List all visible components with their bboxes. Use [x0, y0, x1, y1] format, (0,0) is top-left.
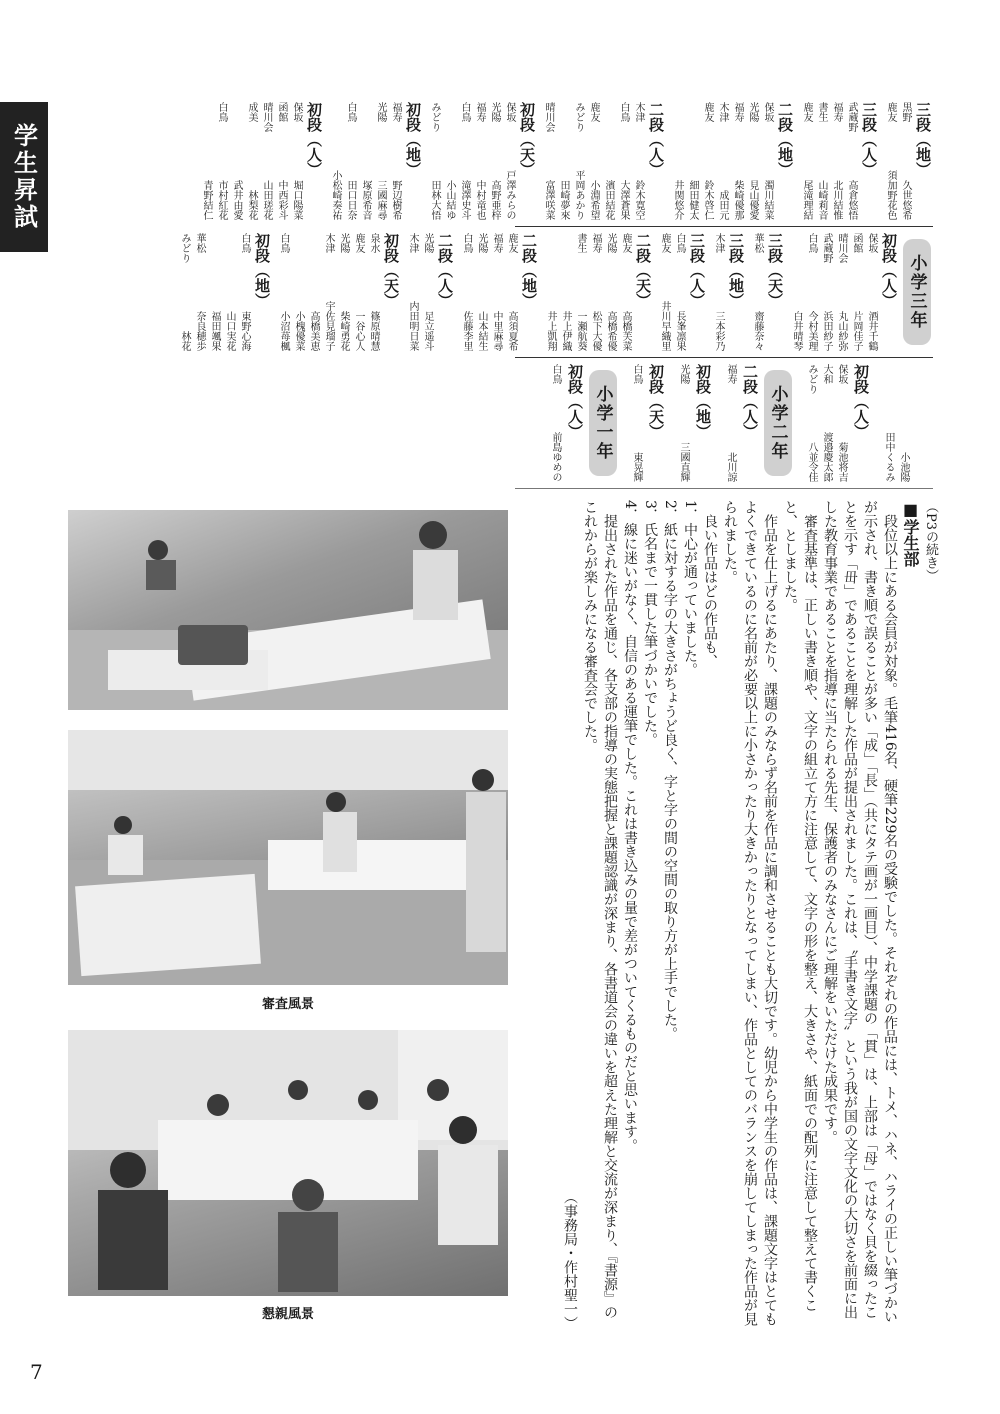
student-name: 小槐優菜 [293, 311, 304, 351]
rank-label: 三段（地） [727, 233, 745, 308]
branch-name: 福寿 [491, 233, 502, 253]
student-name: 奈良穂歩 [194, 311, 205, 351]
branch-name: 鹿友 [353, 233, 364, 253]
result-entry [676, 364, 689, 482]
result-entry [829, 102, 842, 220]
branch-name: 福寿 [732, 102, 743, 122]
student-name: 林花 [179, 331, 190, 351]
branch-name: 成美 [246, 102, 257, 122]
paragraph-3: 作品を仕上げるにあたり、課題のみならず名前を作品に調和させることも大切です。幼児から中学生の作品は、課題文字はとてもよくできているのに名前が必要以上に小さかったり大きかったりとなってしまい、作品としてのバランスを崩してしまった作品が見られました。 [722, 500, 778, 1326]
branch-name: 華松 [194, 233, 205, 253]
branch-name: 函館 [851, 233, 862, 253]
student-name: 濱田結花 [603, 180, 614, 220]
grade-label: 小学二年 [764, 370, 792, 476]
column-gap [621, 364, 627, 482]
column-gap [715, 364, 721, 482]
branch-name: 福寿 [590, 233, 601, 253]
result-entry [336, 233, 349, 351]
column-gap [540, 364, 546, 482]
branch-name: 書生 [575, 233, 586, 253]
result-entry [405, 233, 418, 351]
result-entry [834, 364, 847, 482]
rank-label: 初段（地） [253, 233, 271, 308]
result-entry [571, 102, 584, 220]
student-name: 長峯凛果 [674, 311, 685, 351]
result-entry [586, 102, 599, 220]
results-table [179, 96, 933, 489]
student-name: 松下大優 [590, 311, 601, 351]
result-entry [276, 233, 289, 351]
branch-name: 泉水 [368, 233, 379, 253]
result-entry [588, 233, 601, 351]
photo-judging-1 [68, 510, 508, 710]
branch-name: 晴川会 [543, 102, 554, 132]
student-name: 一谷心人 [353, 311, 364, 351]
rank-label [911, 364, 933, 482]
rank-label: 初段（天） [382, 233, 400, 308]
student-name: 今村美理 [806, 311, 817, 351]
result-entry [459, 233, 472, 351]
student-name: 井上伊織 [560, 311, 571, 351]
student-name: 宇佐見瑠子 [323, 301, 334, 351]
student-name: 渡邉慶太郎 [821, 432, 832, 482]
result-entry [502, 102, 515, 220]
student-name: 小松崎奏祐 [330, 170, 341, 220]
branch-name: 白鳥 [550, 364, 561, 384]
student-name: 中里麻尋 [491, 311, 502, 351]
branch-name: 光陽 [747, 102, 758, 122]
student-name: 野辺樹希 [390, 180, 401, 220]
branch-name: 保坂 [866, 233, 877, 253]
result-entry [711, 233, 724, 351]
result-entry [672, 233, 685, 351]
rank-label: 二段（地） [520, 233, 538, 308]
result-entry [343, 102, 356, 220]
result-entry [222, 233, 235, 351]
student-name: 八並令佳 [806, 442, 817, 482]
branch-name: 福寿 [390, 102, 401, 122]
rank-label: 初段（天） [647, 364, 665, 439]
result-entry [618, 233, 631, 351]
student-name: 三本彩乃 [713, 311, 724, 351]
result-entry [864, 233, 877, 351]
branch-name: みどり [806, 364, 817, 394]
list-item: 3．氏名まで一貫した筆づかいでした。 [642, 500, 658, 747]
rank-label: 初段（地） [404, 102, 422, 177]
result-entry [814, 102, 827, 220]
results-row-3 [515, 358, 933, 489]
student-name: 堀口陽菜 [291, 180, 302, 220]
student-name: 高倉悠悟 [846, 180, 857, 220]
branch-name: 鹿友 [620, 233, 631, 253]
student-name: 田口日奈 [345, 180, 356, 220]
branch-name: 白鳥 [278, 233, 289, 253]
result-entry [558, 233, 571, 351]
rank-label: 初段（人） [880, 233, 898, 308]
result-entry [799, 102, 812, 220]
student-name: 山崎莉音 [816, 180, 827, 220]
branch-name: 保坂 [836, 364, 847, 384]
rank-label: 三段（天） [766, 233, 784, 308]
student-name: 齋藤奈々 [752, 311, 763, 351]
student-name: 浜田紗子 [821, 311, 832, 351]
result-entry [207, 233, 220, 351]
student-name: 一瀬航葵 [575, 311, 586, 351]
result-entry [804, 233, 817, 351]
student-name: 三國麻尋 [375, 180, 386, 220]
result-entry [351, 233, 364, 351]
rank-label: 二段（人） [647, 102, 665, 177]
paragraph-4: 良い作品はどの作品も、 [702, 514, 718, 668]
results-row-2 [179, 227, 933, 358]
branch-name: 書生 [816, 102, 827, 122]
student-name: 東野心海 [239, 311, 250, 351]
branch-name: 福寿 [725, 364, 736, 384]
student-name: 高野亜梓 [489, 180, 500, 220]
branch-name: 大和 [821, 364, 832, 384]
branch-name: みどり [573, 102, 584, 132]
result-entry [750, 233, 763, 351]
result-entry [244, 102, 257, 220]
page-number: 7 [30, 1360, 43, 1384]
list-item: 4．線に迷いがなく、自信のある運筆でした。これは書き込みの量で差がついてくるものだと思います。 [622, 500, 638, 1153]
branch-name: 光陽 [422, 233, 433, 253]
result-entry [556, 102, 569, 220]
student-name: 山口実花 [224, 311, 235, 351]
student-name: 篠原晴慧 [368, 311, 379, 351]
branch-name: 武蔵野 [846, 102, 857, 132]
student-name: 足立遥斗 [422, 311, 433, 351]
column-gap [796, 364, 802, 482]
result-entry [474, 233, 487, 351]
rank-label: 初段（人） [305, 102, 323, 177]
photo-judging-2-image [68, 730, 508, 985]
branch-name: 白鳥 [345, 102, 356, 122]
branch-name: 保坂 [504, 102, 515, 122]
article-heading: ■学生部 [901, 500, 920, 567]
student-name: 小山結ゆ [444, 180, 455, 220]
branch-name: 光陽 [678, 364, 689, 384]
student-name: 酒井千鶴 [866, 311, 877, 351]
branch-name: 白鳥 [459, 102, 470, 122]
result-entry [629, 364, 642, 482]
student-name: 北川諒 [725, 452, 736, 482]
result-entry [420, 233, 433, 351]
student-name: 小沼苺楓 [278, 311, 289, 351]
branch-name: 光陽 [605, 233, 616, 253]
student-name: 成田元 [717, 190, 728, 220]
result-entry [760, 102, 773, 220]
student-name: 田崎夢來 [558, 180, 569, 220]
result-entry [819, 364, 832, 482]
result-entry [548, 364, 561, 482]
rank-label: 初段（人） [852, 364, 870, 439]
student-name: 鈴木寛空 [633, 180, 644, 220]
photo-judging-2 [68, 730, 508, 985]
list-item: 1．中心が通っていました。 [682, 500, 698, 677]
branch-name: 福寿 [474, 102, 485, 122]
rank-label: 三段（地） [914, 102, 932, 177]
result-entry [457, 102, 470, 220]
branch-name: 白鳥 [461, 233, 472, 253]
branch-name: 福寿 [831, 102, 842, 122]
student-name: 東晃輝 [631, 452, 642, 482]
rank-label: 初段（人） [566, 364, 584, 439]
branch-name: 鹿友 [588, 102, 599, 122]
student-name: 見山優愛 [747, 180, 758, 220]
student-name: 白井晴琴 [791, 311, 802, 351]
student-name: 小池陽 [898, 452, 909, 482]
result-entry [274, 102, 287, 220]
student-name: 細田健太 [687, 180, 698, 220]
result-entry [700, 102, 713, 220]
result-entry [229, 102, 242, 220]
branch-name: 木津 [633, 102, 644, 122]
result-entry [321, 233, 334, 351]
student-name: 片岡佳子 [851, 311, 862, 351]
branch-name: みどり [179, 233, 190, 263]
result-entry [289, 102, 302, 220]
student-name: 尾滝理結 [801, 180, 812, 220]
result-entry [177, 233, 190, 351]
results-row-1 [201, 96, 933, 227]
branch-name: 鹿友 [801, 102, 812, 122]
branch-name: 木津 [407, 233, 418, 253]
rank-label: 二段（人） [741, 364, 759, 439]
student-name: 滝澤史斗 [459, 180, 470, 220]
student-name: 小淵希望 [588, 180, 599, 220]
student-name: 高橋希優 [605, 311, 616, 351]
result-entry [898, 102, 911, 220]
student-name: 富澤咲菜 [543, 180, 554, 220]
rank-label: 三段（人） [688, 233, 706, 308]
branch-name: 光陽 [338, 233, 349, 253]
branch-name: 光陽 [489, 102, 500, 122]
branch-name: 鹿友 [702, 102, 713, 122]
student-name: 三國直輝 [678, 442, 689, 482]
student-name: 中西彩斗 [276, 180, 287, 220]
signature: （事務局・作村聖一） [562, 1190, 578, 1330]
student-name: 平岡あかり [573, 170, 584, 220]
branch-name: 白鳥 [806, 233, 817, 253]
student-name: 井川早織里 [659, 301, 670, 351]
branch-name: 武蔵野 [821, 233, 832, 263]
result-entry [504, 233, 517, 351]
student-name: 柴崎優那 [732, 180, 743, 220]
result-entry [616, 102, 629, 220]
branch-name: 鹿友 [885, 102, 896, 122]
result-entry [849, 233, 862, 351]
result-entry [291, 233, 304, 351]
branch-name: みどり [429, 102, 440, 132]
result-entry [543, 233, 556, 351]
student-name: 山田瑳花 [261, 180, 272, 220]
result-entry [472, 102, 485, 220]
student-name: 菊池将吉 [836, 442, 847, 482]
paragraph-1: 段位以上にある会員が対象。毛筆416名、硬筆229名の受験でした。それぞれの作品には、トメ、ハネ、ハライの正しい筆づかいが示され、書き順で誤ることが多い「成」「長」（共にタテ画が一画目）、中学課題の「貫」は、上部は「母」ではなく貝を綴ったことを示す「毌」であることを理解した作品が提出されました。これは、〝手書き文字〟という我が国の文字文化の大切さを前面に出した教育事業であることを指導に当たられる先生、保護者のみなさんにご理解をいただけた成果です。 [822, 500, 898, 1324]
column-gap [668, 364, 674, 482]
branch-name: 黒野 [900, 102, 911, 122]
branch-name: 函館 [276, 102, 287, 122]
result-entry [657, 233, 670, 351]
result-entry [745, 102, 758, 220]
result-entry [388, 102, 401, 220]
result-entry [789, 233, 802, 351]
student-name: 柴崎勇花 [338, 311, 349, 351]
result-entry [358, 102, 371, 220]
result-entry [883, 102, 896, 220]
result-entry [896, 364, 909, 482]
result-entry [366, 233, 379, 351]
branch-name: 晴川会 [836, 233, 847, 263]
student-name: 鈴木啓仁 [702, 180, 713, 220]
rank-label: 初段（地） [694, 364, 712, 439]
result-entry [328, 102, 341, 220]
result-entry [603, 233, 616, 351]
student-name: 田林大悟 [429, 180, 440, 220]
result-entry [259, 102, 272, 220]
student-name: 丸山紗弥 [836, 311, 847, 351]
article [500, 500, 940, 1330]
result-entry [214, 102, 227, 220]
photo-caption-judging: 審査風景 [261, 997, 314, 1012]
result-entry [844, 102, 857, 220]
student-name: 久世悠希 [900, 180, 911, 220]
result-entry [804, 364, 817, 482]
branch-name: 白鳥 [239, 233, 250, 253]
branch-name: 白鳥 [631, 364, 642, 384]
grade-label: 小学一年 [589, 370, 617, 476]
student-name: 井関悠介 [672, 180, 683, 220]
student-name: 濁川結菜 [762, 180, 773, 220]
result-entry [541, 102, 554, 220]
photo-caption-gathering: 懇親風景 [261, 1307, 314, 1322]
column-gap [873, 364, 879, 482]
branch-name: 保坂 [291, 102, 302, 122]
student-name: 佐藤李里 [461, 311, 472, 351]
rank-label: 二段（地） [776, 102, 794, 177]
result-entry [631, 102, 644, 220]
result-entry [489, 233, 502, 351]
branch-name: 晴川会 [261, 102, 272, 132]
result-entry [881, 364, 894, 482]
result-entry [442, 102, 455, 220]
student-name: 井上凱翔 [545, 311, 556, 351]
branch-name: 白鳥 [618, 102, 629, 122]
photo-gathering-image [68, 1030, 508, 1296]
rank-label: 二段（天） [634, 233, 652, 308]
branch-name: 光陽 [476, 233, 487, 253]
result-entry [487, 102, 500, 220]
photo-judging-1-image [68, 510, 508, 710]
branch-name: 木津 [717, 102, 728, 122]
student-name: 福田颯果 [209, 311, 220, 351]
result-entry [199, 102, 212, 220]
rank-label: 二段（人） [436, 233, 454, 308]
branch-name: 白鳥 [674, 233, 685, 253]
branch-name: 白鳥 [216, 102, 227, 122]
list-item: 2．紙に対する字の大きさがちょうど良く、字と字の間の空間の取り方が上手でした。 [662, 500, 678, 1041]
rank-label: 初段（天） [518, 102, 536, 177]
result-entry [723, 364, 736, 482]
student-name: 武井由愛 [231, 180, 242, 220]
student-name: 山本結生 [476, 311, 487, 351]
result-entry [670, 102, 683, 220]
grade-label: 小学三年 [903, 239, 931, 345]
photo-gathering [68, 1030, 508, 1296]
branch-name: 木津 [323, 233, 334, 253]
branch-name: 華松 [752, 233, 763, 253]
student-name: 中村竜也 [474, 180, 485, 220]
branch-name: 木津 [713, 233, 724, 253]
student-name: 戸澤みらの [504, 170, 515, 220]
branch-name: 保坂 [762, 102, 773, 122]
student-name: 須加野花色 [885, 170, 896, 220]
branch-name: 光陽 [375, 102, 386, 122]
student-name: 塚原希音 [360, 180, 371, 220]
result-entry [819, 233, 832, 351]
result-entry [373, 102, 386, 220]
paragraph-5: 提出された作品を通じ、各支部の指導の実態把握と課題認識が深まり、各書道会の違いを超えた理解と交流が深まり、『書源』のこれからが楽しみになる審査会でした。 [582, 500, 618, 1319]
result-entry [601, 102, 614, 220]
student-name: 高須夏希 [506, 311, 517, 351]
result-entry [834, 233, 847, 351]
continued-note: （P3の続き） [923, 500, 938, 583]
student-name: 青野結仁 [201, 180, 212, 220]
result-entry [715, 102, 728, 220]
result-entry [427, 102, 440, 220]
student-name: 内田明日菜 [407, 301, 418, 351]
result-entry [685, 102, 698, 220]
student-name: 高橋美恵 [308, 311, 319, 351]
result-entry [306, 233, 319, 351]
result-entry [730, 102, 743, 220]
student-name: 高橋芙菜 [620, 311, 631, 351]
section-tab: 学生昇試 [0, 102, 48, 252]
student-name: 北川結惟 [831, 180, 842, 220]
student-name: 大澤蒼果 [618, 180, 629, 220]
rank-label: 三段（人） [860, 102, 878, 177]
branch-name: 鹿友 [506, 233, 517, 253]
student-name: 田中くるみ [883, 432, 894, 482]
student-name: 前島ゆめの [550, 432, 561, 482]
result-entry [573, 233, 586, 351]
paragraph-2: 審査基準は、正しい書き順や、文字の組立て方に注意して、文字の形を整え、大きさや、紙面での配列に注意して整えて書くこと、としました。 [782, 500, 818, 1312]
result-entry [237, 233, 250, 351]
student-name: 林梨花 [246, 190, 257, 220]
student-name: 市村紅花 [216, 180, 227, 220]
result-entry [192, 233, 205, 351]
branch-name: 鹿友 [659, 233, 670, 253]
